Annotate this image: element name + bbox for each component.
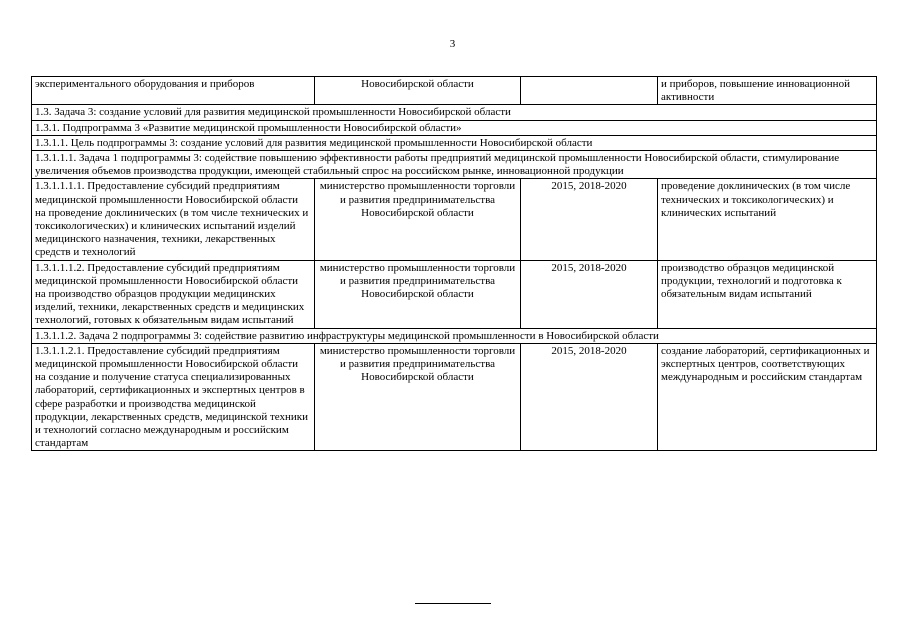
page-number: 3	[449, 38, 456, 50]
result-cell: и приборов, повышение инновационной активности	[658, 77, 877, 105]
period-cell: 2015, 2018-2020	[521, 260, 658, 328]
result-cell: проведение доклинических (в том числе технических и токсикологических) и клинических испытаний	[658, 179, 877, 260]
executor-cell: министерство промышленности торговли и развития предпринимательства Новосибирской области	[315, 343, 521, 451]
subtask-heading: 1.3.1.1.2. Задача 2 подпрограммы 3: содействие развитию инфраструктуры медицинской промышленности в Новосибирской области	[32, 328, 877, 343]
table-row	[32, 343, 877, 451]
period-cell: 2015, 2018-2020	[521, 179, 658, 260]
measure-cell: 1.3.1.1.1.1. Предоставление субсидий предприятиям медицинской промышленности Новосибирской области на проведение доклинических (в том числе технических и токсикологических) и клинических испытаний изделий медицинского назначения, техники, лекарственных средств и технологий	[32, 179, 315, 260]
result-cell: производство образцов медицинской продукции, технологий и подготовка к обязательным видам испытаний	[658, 260, 877, 328]
heading-row-subprogram	[32, 120, 877, 135]
heading-row-goal	[32, 135, 877, 150]
period-cell: 2015, 2018-2020	[521, 343, 658, 451]
heading-row-subtask2	[32, 328, 877, 343]
executor-cell: министерство промышленности торговли и развития предпринимательства Новосибирской области	[315, 179, 521, 260]
heading-row-task3	[32, 105, 877, 120]
goal-heading: 1.3.1.1. Цель подпрограммы 3: создание условий для развития медицинской промышленности Новосибирской области	[32, 135, 877, 150]
measure-cell: 1.3.1.1.1.2. Предоставление субсидий предприятиям медицинской промышленности Новосибирской области на производство образцов продукции медицинских изделий, техники, лекарственных средств и медицинских технологий, готовых к обязательным видам испытаний	[32, 260, 315, 328]
measure-cell: 1.3.1.1.2.1. Предоставление субсидий предприятиям медицинской промышленности Новосибирской области на создание и получение статуса специализированных лабораторий, сертификационных и экспертных центров в сфере разработки и производства медицинской продукции, лекарственных средств, медицинской техники и технологий согласно международным и российским стандартам	[32, 343, 315, 451]
executor-cell: Новосибирской области	[315, 77, 521, 105]
heading-row-subtask1	[32, 151, 877, 179]
footnote-separator	[415, 603, 491, 604]
task-heading: 1.3. Задача 3: создание условий для развития медицинской промышленности Новосибирской области	[32, 105, 877, 120]
program-table	[31, 76, 877, 451]
executor-cell: министерство промышленности торговли и развития предпринимательства Новосибирской области	[315, 260, 521, 328]
period-cell	[521, 77, 658, 105]
table-row	[32, 179, 877, 260]
subprogram-heading: 1.3.1. Подпрограмма 3 «Развитие медицинской промышленности Новосибирской области»	[32, 120, 877, 135]
continuation-row	[32, 77, 877, 105]
table-row	[32, 260, 877, 328]
result-cell: создание лабораторий, сертификационных и экспертных центров, соответствующих международным и российским стандартам	[658, 343, 877, 451]
measure-cell: экспериментального оборудования и приборов	[32, 77, 315, 105]
subtask-heading: 1.3.1.1.1. Задача 1 подпрограммы 3: содействие повышению эффективности работы предприятий медицинской промышленности Новосибирской области, стимулирование увеличения объемов производства продукции, имеющей стабильный спрос на российском рынке, инновационной продукции	[32, 151, 877, 179]
